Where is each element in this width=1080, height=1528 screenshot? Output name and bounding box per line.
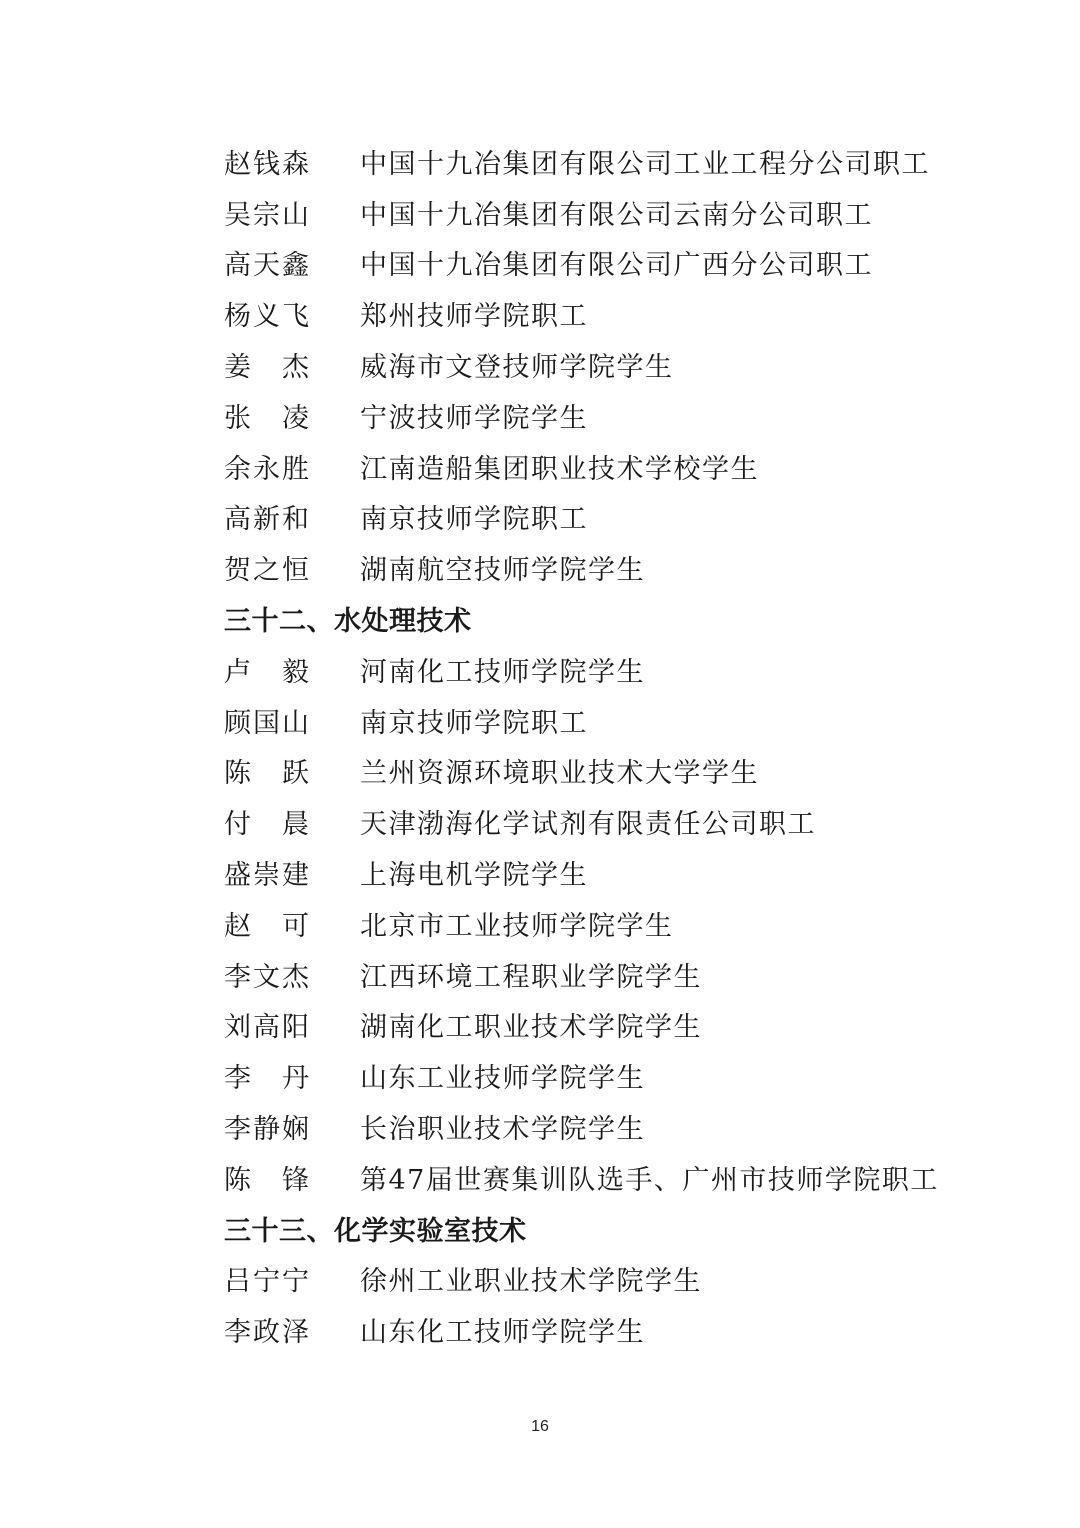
organization: 徐州工业职业技术学院学生 — [360, 1266, 702, 1298]
list-item — [224, 847, 924, 898]
list-item — [224, 1101, 924, 1152]
list-item — [224, 1304, 924, 1355]
person-name: 赵钱森 — [224, 148, 311, 180]
list-item — [224, 1000, 924, 1051]
list-item — [224, 746, 924, 797]
person-name: 贺之恒 — [224, 555, 311, 587]
list-item — [224, 492, 924, 543]
document-body — [224, 136, 939, 1355]
list-item — [224, 390, 924, 441]
person-name: 高新和 — [224, 504, 311, 536]
organization: 山东化工技师学院学生 — [360, 1317, 645, 1349]
person-name: 盛崇建 — [224, 860, 311, 892]
list-item — [224, 288, 924, 339]
organization: 江南造船集团职业技术学校学生 — [360, 453, 759, 485]
list-item — [224, 339, 924, 390]
organization: 长治职业技术学院学生 — [360, 1114, 645, 1146]
organization: 郑州技师学院职工 — [360, 301, 588, 333]
list-item — [224, 187, 924, 238]
organization: 湖南航空技师学院学生 — [360, 555, 645, 587]
section-heading: 三十二、水处理技术 — [224, 606, 472, 638]
person-name: 余永胜 — [224, 453, 311, 485]
person-name: 姜 杰 — [224, 352, 311, 384]
person-name: 吴宗山 — [224, 199, 311, 231]
list-item — [224, 949, 924, 1000]
organization: 北京市工业技师学院学生 — [360, 910, 674, 942]
list-item — [224, 898, 924, 949]
person-name: 李静娴 — [224, 1114, 311, 1146]
organization: 河南化工技师学院学生 — [360, 656, 645, 688]
person-name: 张 凌 — [224, 402, 311, 434]
list-item — [224, 136, 930, 187]
person-name: 李政泽 — [224, 1317, 311, 1349]
person-name: 陈 锋 — [224, 1164, 311, 1196]
organization: 中国十九冶集团有限公司广西分公司职工 — [360, 250, 873, 282]
list-item — [224, 695, 924, 746]
person-name: 顾国山 — [224, 707, 311, 739]
organization: 中国十九冶集团有限公司工业工程分公司职工 — [360, 148, 930, 180]
list-item — [224, 238, 924, 289]
page-number: 16 — [531, 1418, 549, 1435]
person-name: 付 晨 — [224, 809, 311, 841]
organization: 威海市文登技师学院学生 — [360, 352, 674, 384]
list-item — [224, 1152, 939, 1203]
person-name: 高天鑫 — [224, 250, 311, 282]
person-name: 李文杰 — [224, 961, 311, 993]
person-name: 刘高阳 — [224, 1012, 311, 1044]
list-item — [224, 796, 924, 847]
person-name: 赵 可 — [224, 910, 311, 942]
organization: 宁波技师学院学生 — [360, 402, 588, 434]
person-name: 卢 毅 — [224, 656, 311, 688]
organization: 上海电机学院学生 — [360, 860, 588, 892]
organization: 南京技师学院职工 — [360, 707, 588, 739]
person-name: 李 丹 — [224, 1063, 311, 1095]
person-name: 吕宁宁 — [224, 1266, 311, 1298]
organization: 山东工业技师学院学生 — [360, 1063, 645, 1095]
organization: 江西环境工程职业学院学生 — [360, 961, 702, 993]
list-item — [224, 1050, 924, 1101]
organization: 南京技师学院职工 — [360, 504, 588, 536]
list-item — [224, 644, 924, 695]
person-name: 杨义飞 — [224, 301, 311, 333]
organization: 兰州资源环境职业技术大学学生 — [360, 758, 759, 790]
organization: 中国十九冶集团有限公司云南分公司职工 — [360, 199, 873, 231]
organization: 湖南化工职业技术学院学生 — [360, 1012, 702, 1044]
list-item — [224, 441, 924, 492]
list-item — [224, 542, 924, 593]
person-name: 陈 跃 — [224, 758, 311, 790]
organization: 天津渤海化学试剂有限责任公司职工 — [360, 809, 816, 841]
organization: 第47届世赛集训队选手、广州市技师学院职工 — [360, 1164, 939, 1196]
section-heading: 三十三、化学实验室技术 — [224, 1215, 527, 1247]
list-item — [224, 1254, 924, 1305]
